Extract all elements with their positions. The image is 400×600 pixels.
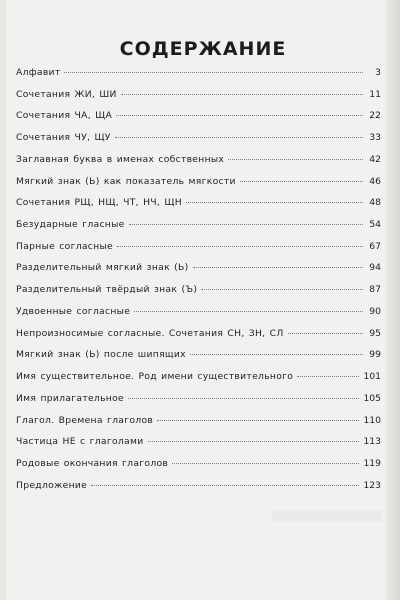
toc-entry-label: Алфавит (16, 67, 61, 78)
toc-entry-label: Заглавная буква в именах собственных (16, 153, 225, 165)
toc-entry (16, 393, 381, 415)
page-spine-shadow (386, 0, 400, 600)
toc-dot-leader (128, 398, 359, 399)
toc-entry-page: 90 (369, 305, 381, 317)
toc-entry (16, 480, 381, 502)
toc-entry-page: 3 (375, 67, 381, 78)
toc-entry-page: 42 (369, 153, 381, 165)
toc-entry-label: Разделительный мягкий знак (Ь) (16, 262, 189, 274)
toc-entry-page: 101 (363, 371, 381, 383)
toc-entry-label: Безударные гласные (16, 219, 125, 231)
toc-entry (16, 262, 381, 284)
toc-entry (16, 219, 381, 241)
toc-entry-label: Глагол. Времена глаголов (16, 414, 154, 426)
toc-entry (16, 176, 381, 198)
print-smudge (272, 510, 382, 522)
toc-entry-label: Предложение (16, 479, 88, 491)
toc-dot-leader (117, 246, 363, 247)
toc-entry-page: 110 (363, 414, 381, 426)
toc-entry-label: Сочетания ЧУ, ЩУ (16, 132, 111, 144)
toc-dot-leader (116, 115, 363, 116)
toc-entry (16, 458, 381, 480)
toc-dot-leader (129, 224, 363, 225)
toc-entry-label: Парные согласные (16, 240, 113, 252)
toc-entry-page: 11 (369, 88, 381, 100)
toc-dot-leader (148, 441, 360, 442)
toc-entry-label: Непроизносимые согласные. Сочетания СН, ЗН, СЛ (16, 327, 284, 339)
page-title: СОДЕРЖАНИЕ (119, 38, 287, 60)
toc-entry-page: 123 (363, 479, 381, 491)
toc-dot-leader (297, 376, 359, 377)
toc-entry-label: Частица НЕ с глаголами (16, 436, 144, 448)
toc-entry-label: Сочетания ЧА, ЩА (16, 110, 113, 122)
toc-entry-label: Имя существительное. Род имени существительного (16, 371, 294, 383)
toc-entry-page: 99 (369, 349, 381, 361)
toc-entry (16, 67, 381, 89)
toc-dot-leader (240, 181, 363, 182)
toc-entry (16, 132, 381, 154)
toc-entry (16, 110, 381, 132)
toc-dot-leader (190, 354, 363, 355)
toc-dot-leader (115, 137, 363, 138)
toc-entry (16, 284, 381, 306)
toc-entry-page: 113 (363, 436, 381, 448)
toc-entry (16, 154, 381, 176)
toc-dot-leader (288, 333, 363, 334)
toc-entry (16, 349, 381, 371)
toc-dot-leader (121, 94, 363, 95)
toc-entry-label: Удвоенные согласные (16, 305, 131, 317)
toc-entry-label: Мягкий знак (Ь) как показатель мягкости (16, 175, 236, 187)
toc-dot-leader (64, 72, 363, 73)
toc-dot-leader (134, 311, 363, 312)
toc-entry (16, 241, 381, 263)
toc-entry-page: 95 (369, 327, 381, 339)
toc-entry (16, 436, 381, 458)
toc-entry-label: Сочетания ЖИ, ШИ (16, 88, 117, 100)
toc-entry-page: 105 (363, 392, 381, 404)
toc-dot-leader (157, 420, 359, 421)
toc-dot-leader (172, 463, 359, 464)
toc-dot-leader (186, 202, 363, 203)
toc-entry-page: 46 (369, 175, 381, 187)
toc-entry-label: Разделительный твёрдый знак (Ъ) (16, 284, 198, 296)
toc-entry (16, 197, 381, 219)
toc-entry (16, 371, 381, 393)
toc-entry (16, 89, 381, 111)
table-of-contents (16, 67, 381, 501)
toc-entry-page: 94 (369, 262, 381, 274)
toc-dot-leader (91, 485, 359, 486)
toc-dot-leader (201, 289, 363, 290)
toc-entry-page: 33 (369, 132, 381, 144)
toc-entry-label: Имя прилагательное (16, 392, 124, 404)
toc-dot-leader (228, 159, 363, 160)
toc-entry-label: Мягкий знак (Ь) после шипящих (16, 349, 186, 361)
toc-entry-label: Родовые окончания глаголов (16, 457, 169, 469)
toc-entry-page: 67 (369, 240, 381, 252)
toc-entry-page: 87 (369, 284, 381, 296)
toc-entry-label: Сочетания РЩ, НЩ, ЧТ, НЧ, ЩН (16, 197, 182, 209)
toc-entry-page: 119 (363, 457, 381, 469)
toc-entry (16, 415, 381, 437)
toc-entry (16, 328, 381, 350)
toc-entry-page: 54 (369, 219, 381, 231)
toc-entry-page: 22 (369, 110, 381, 122)
toc-dot-leader (193, 267, 363, 268)
toc-entry (16, 306, 381, 328)
toc-entry-page: 48 (369, 197, 381, 209)
